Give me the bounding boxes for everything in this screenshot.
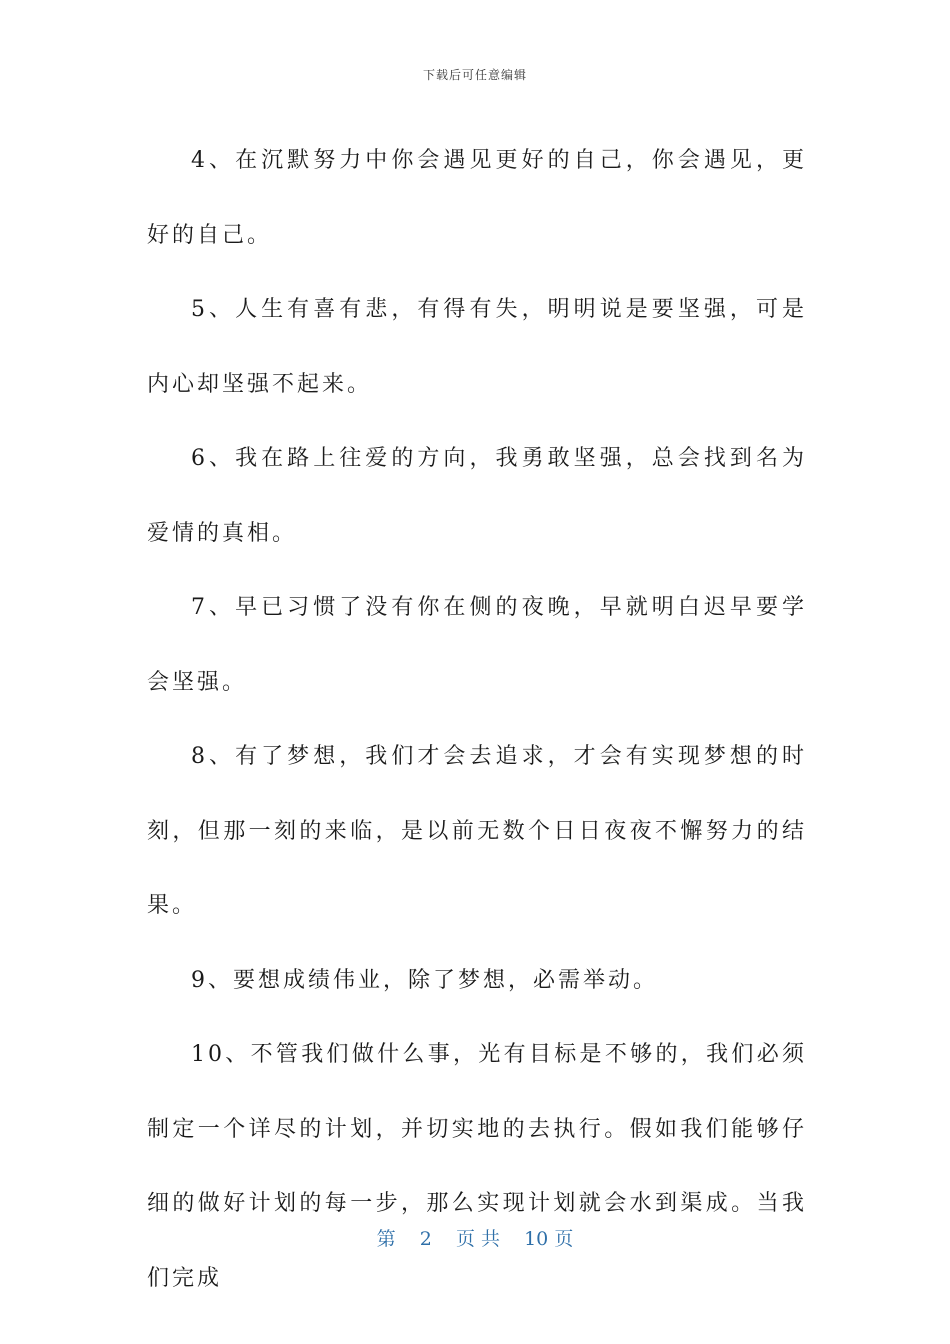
paragraph-7: 7、早已习惯了没有你在侧的夜晚，早就明白迟早要学会坚强。 [147, 595, 807, 695]
paragraph-9: 9、要想成绩伟业，除了梦想，必需举动。 [191, 967, 658, 993]
footer-current-page: 2 [419, 1228, 432, 1250]
paragraph-10: 10、不管我们做什么事，光有目标是不够的，我们必须制定一个详尽的计划，并切实地的去执行。假如我们能够仔细的做好计划的每一步，那么实现计划就会水到渠成。当我们完成 [147, 1042, 807, 1291]
footer-prefix: 第 [376, 1228, 396, 1250]
body-text [147, 124, 807, 1316]
paragraph-6: 6、我在路上往爱的方向，我勇敢坚强，总会找到名为爱情的真相。 [147, 446, 807, 546]
footer-suffix: 页 [554, 1228, 574, 1250]
paragraph-5: 5、人生有喜有悲，有得有失，明明说是要坚强，可是内心却坚强不起来。 [147, 297, 807, 397]
header-note: 下载后可任意编辑 [422, 68, 527, 82]
footer-middle: 页 共 [455, 1228, 500, 1250]
footer-total-pages: 10 [524, 1228, 549, 1250]
paragraph-8: 8、有了梦想，我们才会去追求，才会有实现梦想的时刻，但那一刻的来临，是以前无数个日日夜夜不懈努力的结果。 [147, 744, 807, 918]
page-footer [0, 1224, 950, 1251]
paragraph-4: 4、在沉默努力中你会遇见更好的自己，你会遇见，更好的自己。 [147, 148, 807, 248]
